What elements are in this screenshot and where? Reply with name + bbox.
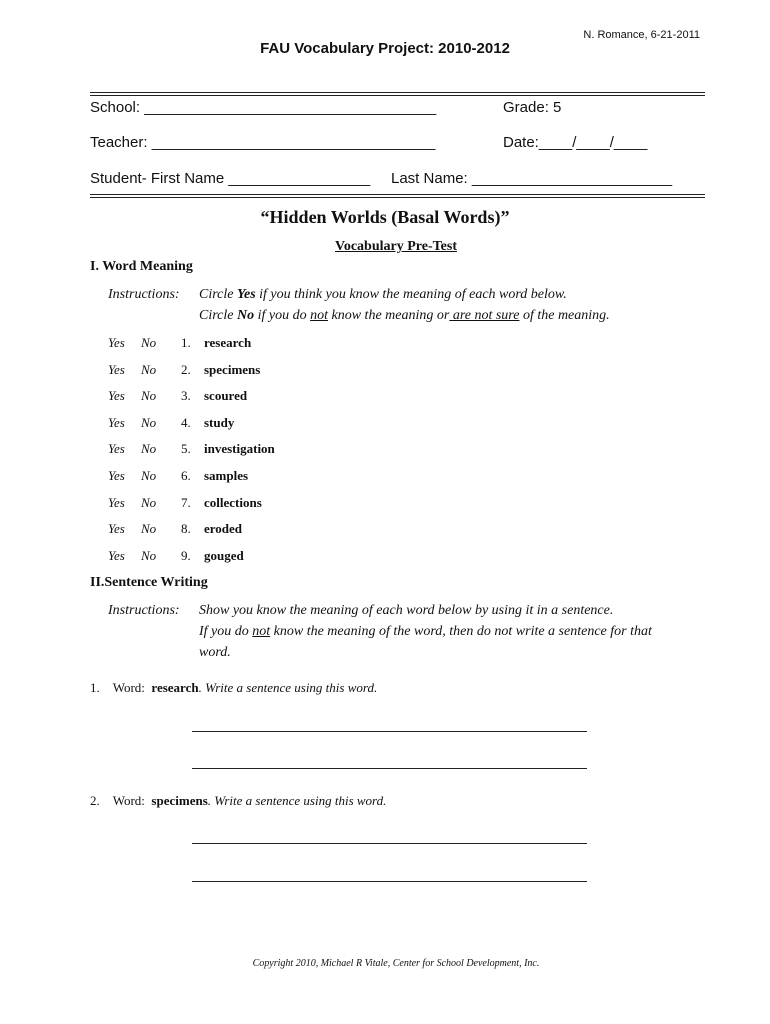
word-number: 3. <box>181 388 191 403</box>
answer-line[interactable] <box>192 768 587 769</box>
sentence-item-1: 1. Word: research. Write a sentence using this word. <box>90 680 378 695</box>
vocabulary-word: study <box>204 415 235 430</box>
grade-field: Grade: 5 <box>503 99 562 116</box>
yes-option[interactable]: Yes <box>108 362 125 377</box>
answer-line[interactable] <box>192 731 587 732</box>
project-title: FAU Vocabulary Project: 2010-2012 <box>260 40 510 57</box>
no-option[interactable]: No <box>141 495 157 510</box>
word-number: 6. <box>181 468 191 483</box>
no-option[interactable]: No <box>141 521 157 536</box>
no-option[interactable]: No <box>141 335 157 350</box>
vocabulary-word: investigation <box>204 441 275 456</box>
sentence-instructions-line-2: If you do not know the meaning of the word, then do not write a sentence for that <box>199 624 652 639</box>
word-number: 4. <box>181 415 191 430</box>
yes-option[interactable]: Yes <box>108 548 125 563</box>
instructions-label: Instructions: <box>108 287 180 302</box>
yes-option[interactable]: Yes <box>108 441 125 456</box>
yes-option[interactable]: Yes <box>108 521 125 536</box>
word-number: 7. <box>181 495 191 510</box>
word-number: 8. <box>181 521 191 536</box>
vocabulary-word: samples <box>204 468 249 483</box>
word-number: 5. <box>181 441 191 456</box>
yes-option[interactable]: Yes <box>108 388 125 403</box>
no-option[interactable]: No <box>141 468 157 483</box>
yes-option[interactable]: Yes <box>108 495 125 510</box>
date-field[interactable]: Date:____/____/____ <box>503 134 648 151</box>
test-subtitle: Vocabulary Pre-Test <box>335 239 457 254</box>
yes-option[interactable]: Yes <box>108 415 125 430</box>
section-word-meaning-heading: I. Word Meaning <box>90 259 193 274</box>
bottom-divider <box>90 194 705 198</box>
no-option[interactable]: No <box>141 415 157 430</box>
no-option[interactable]: No <box>141 362 157 377</box>
vocabulary-word: specimens <box>204 362 261 377</box>
instructions-label-2: Instructions: <box>108 603 180 618</box>
sentence-item-2: 2. Word: specimens. Write a sentence using this word. <box>90 793 387 808</box>
no-option[interactable]: No <box>141 441 157 456</box>
no-option[interactable]: No <box>141 548 157 563</box>
vocabulary-word: research <box>204 335 252 350</box>
answer-line[interactable] <box>192 881 587 882</box>
instructions-line-2: Circle No if you do not know the meaning or are not sure of the meaning. <box>199 308 610 323</box>
last-name-field[interactable]: Last Name: ________________________ <box>391 170 673 187</box>
no-option[interactable]: No <box>141 388 157 403</box>
vocabulary-word: eroded <box>204 521 243 536</box>
first-name-field[interactable]: Student- First Name _________________ <box>90 170 371 187</box>
author-date: N. Romance, 6-21-2011 <box>583 29 700 41</box>
word-number: 1. <box>181 335 191 350</box>
vocabulary-word: scoured <box>204 388 248 403</box>
vocabulary-word: collections <box>204 495 262 510</box>
vocabulary-word: gouged <box>204 548 244 563</box>
sentence-instructions-line-1: Show you know the meaning of each word below by using it in a sentence. <box>199 603 614 618</box>
instructions-line-1: Circle Yes if you think you know the meaning of each word below. <box>199 287 567 302</box>
answer-line[interactable] <box>192 843 587 844</box>
teacher-field[interactable]: Teacher: __________________________________ <box>90 134 436 151</box>
word-number: 9. <box>181 548 191 563</box>
top-divider <box>90 92 705 96</box>
sentence-instructions-line-3: word. <box>199 645 231 660</box>
yes-option[interactable]: Yes <box>108 335 125 350</box>
section-sentence-writing-heading: II.Sentence Writing <box>90 575 208 590</box>
yes-option[interactable]: Yes <box>108 468 125 483</box>
word-number: 2. <box>181 362 191 377</box>
test-title: “Hidden Worlds (Basal Words)” <box>260 207 510 227</box>
copyright-footer: Copyright 2010, Michael R Vitale, Center for School Development, Inc. <box>252 958 540 969</box>
school-field[interactable]: School: ___________________________________ <box>90 99 437 116</box>
